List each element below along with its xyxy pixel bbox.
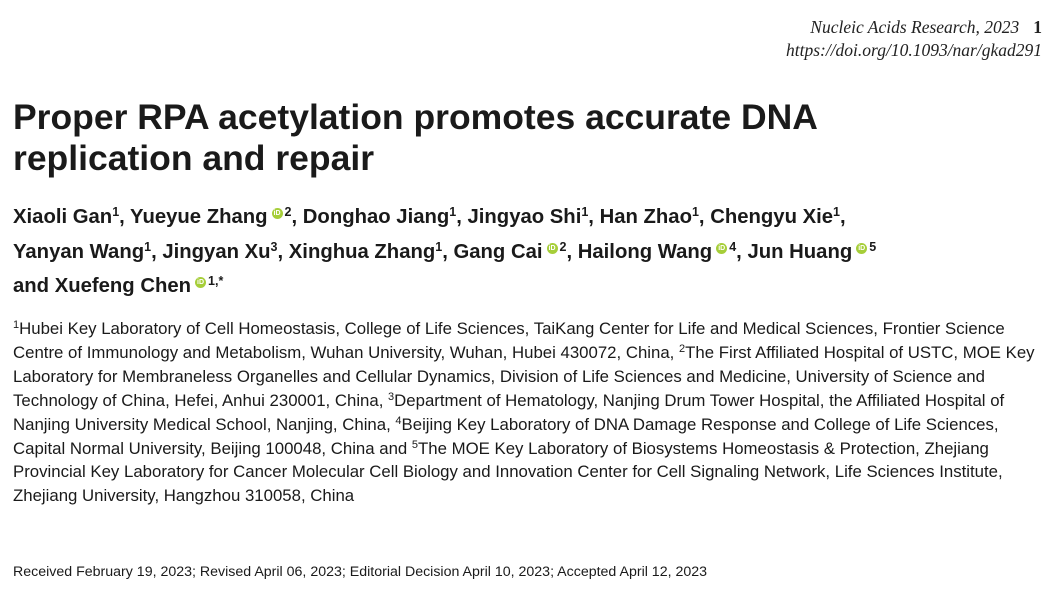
author-separator: , (151, 240, 163, 263)
author-affil-sup: 1 (144, 239, 152, 254)
orcid-icon[interactable]: iD (273, 210, 281, 217)
author-separator: , (442, 240, 454, 263)
author-affil-sup: 3 (270, 239, 278, 254)
author-separator: , (736, 240, 748, 263)
author-name[interactable]: Jun Huang (747, 240, 853, 263)
title-line-1: Proper RPA acetylation promotes accurate DNA (13, 97, 818, 137)
orcid-icon[interactable]: iD (548, 244, 556, 252)
author-affil-sup: 1 (581, 205, 589, 219)
affil-sup-5: 5 (411, 438, 419, 451)
journal-line (786, 16, 1042, 39)
author-name[interactable]: Donghao Jiang (302, 206, 450, 228)
author-separator: , (277, 240, 289, 263)
author-affil-sup: 1 (691, 205, 699, 219)
author-name[interactable]: Jingyao Shi (467, 206, 582, 228)
author-affil-sup: 1 (449, 205, 457, 219)
affil-sup-4: 4 (395, 414, 402, 427)
author-separator: , (698, 206, 711, 228)
orcid-icon[interactable]: iD (197, 279, 205, 286)
page-number: 1 (1033, 17, 1042, 37)
author-affil-sup: 2 (284, 205, 292, 219)
author-list (13, 200, 1048, 304)
affil-text-1: Hubei Key Laboratory of Cell Homeostasis, College of Life Sciences, TaiKang Center for Life and Medical Sciences, Frontier Science Centre of Immunology and Metabolism, Wuhan University, Wuhan, Hubei 430072, China, (13, 319, 1005, 362)
author-name[interactable]: Hailong Wang (577, 240, 713, 263)
affil-text-3: Department of Hematology, Nanjing Drum Tower Hospital, the Affiliated Hospital of Nanjing University Medical School, Nanjing, China, (13, 390, 1005, 434)
affiliations (13, 317, 1053, 508)
author-affil-sup: 1 (833, 205, 840, 219)
journal-name: Nucleic Acids Research, 2023 (810, 17, 1020, 37)
running-header (786, 16, 1042, 62)
author-separator: , (119, 206, 131, 228)
author-affil-sup: 5 (869, 239, 877, 254)
author-name[interactable]: Xiaoli Gan (13, 206, 113, 228)
author-name[interactable]: and Xuefeng Chen (13, 275, 192, 297)
author-affil-sup: 1 (435, 239, 443, 254)
author-name[interactable]: Yanyan Wang (13, 240, 145, 263)
publication-dates: Received February 19, 2023; Revised April 06, 2023; Editorial Decision April 10, 2023; Accepted April 12, 2023 (13, 564, 708, 580)
affil-text-5: The MOE Key Laboratory of Biosystems Homeostasis & Protection, Zhejiang Provincial Key Laboratory for Cancer Molecular Cell Biology and Innovation Center for Cell Signaling Network, Life Sciences Institute, Zhejiang University, Hangzhou 310058, China (13, 438, 1003, 506)
author-affil-sup: 4 (729, 239, 737, 254)
author-affil-sup: 1 (112, 205, 120, 219)
author-name[interactable]: Han Zhao (599, 206, 692, 228)
article-title (13, 97, 1043, 179)
author-separator: , (566, 240, 578, 263)
author-separator: , (456, 206, 468, 228)
author-separator: , (840, 206, 846, 228)
author-separator: , (291, 206, 303, 228)
author-affil-sup: 2 (559, 239, 567, 254)
title-line-2: replication and repair (13, 138, 375, 178)
affil-text-4: Beijing Key Laboratory of DNA Damage Response and College of Life Sciences, Capital Normal University, Beijing 100048, China and (13, 414, 999, 458)
orcid-icon[interactable]: iD (718, 244, 726, 252)
author-name[interactable]: Chengyu Xie (710, 206, 834, 228)
author-name[interactable]: Gang Cai (453, 240, 543, 263)
doi-link[interactable]: https://doi.org/10.1093/nar/gkad291 (785, 40, 1042, 60)
affil-text-2: The First Affiliated Hospital of USTC, MOE Key Laboratory for Membraneless Organelles and Cellular Dynamics, Division of Life Sciences and Medicine, University of Science and Technology of China, Hefei, Anhui 230001, China, (13, 342, 1035, 410)
affil-sup-3: 3 (388, 390, 395, 403)
author-name[interactable]: Yueyue Zhang (130, 206, 268, 228)
affil-sup-2: 2 (679, 342, 686, 355)
author-name[interactable]: Jingyan Xu (162, 240, 271, 263)
orcid-icon[interactable]: iD (858, 244, 866, 252)
author-separator: , (588, 206, 600, 228)
author-name[interactable]: Xinghua Zhang (288, 240, 436, 263)
affil-sup-1: 1 (13, 319, 20, 331)
author-affil-sup: 1,* (208, 274, 224, 288)
